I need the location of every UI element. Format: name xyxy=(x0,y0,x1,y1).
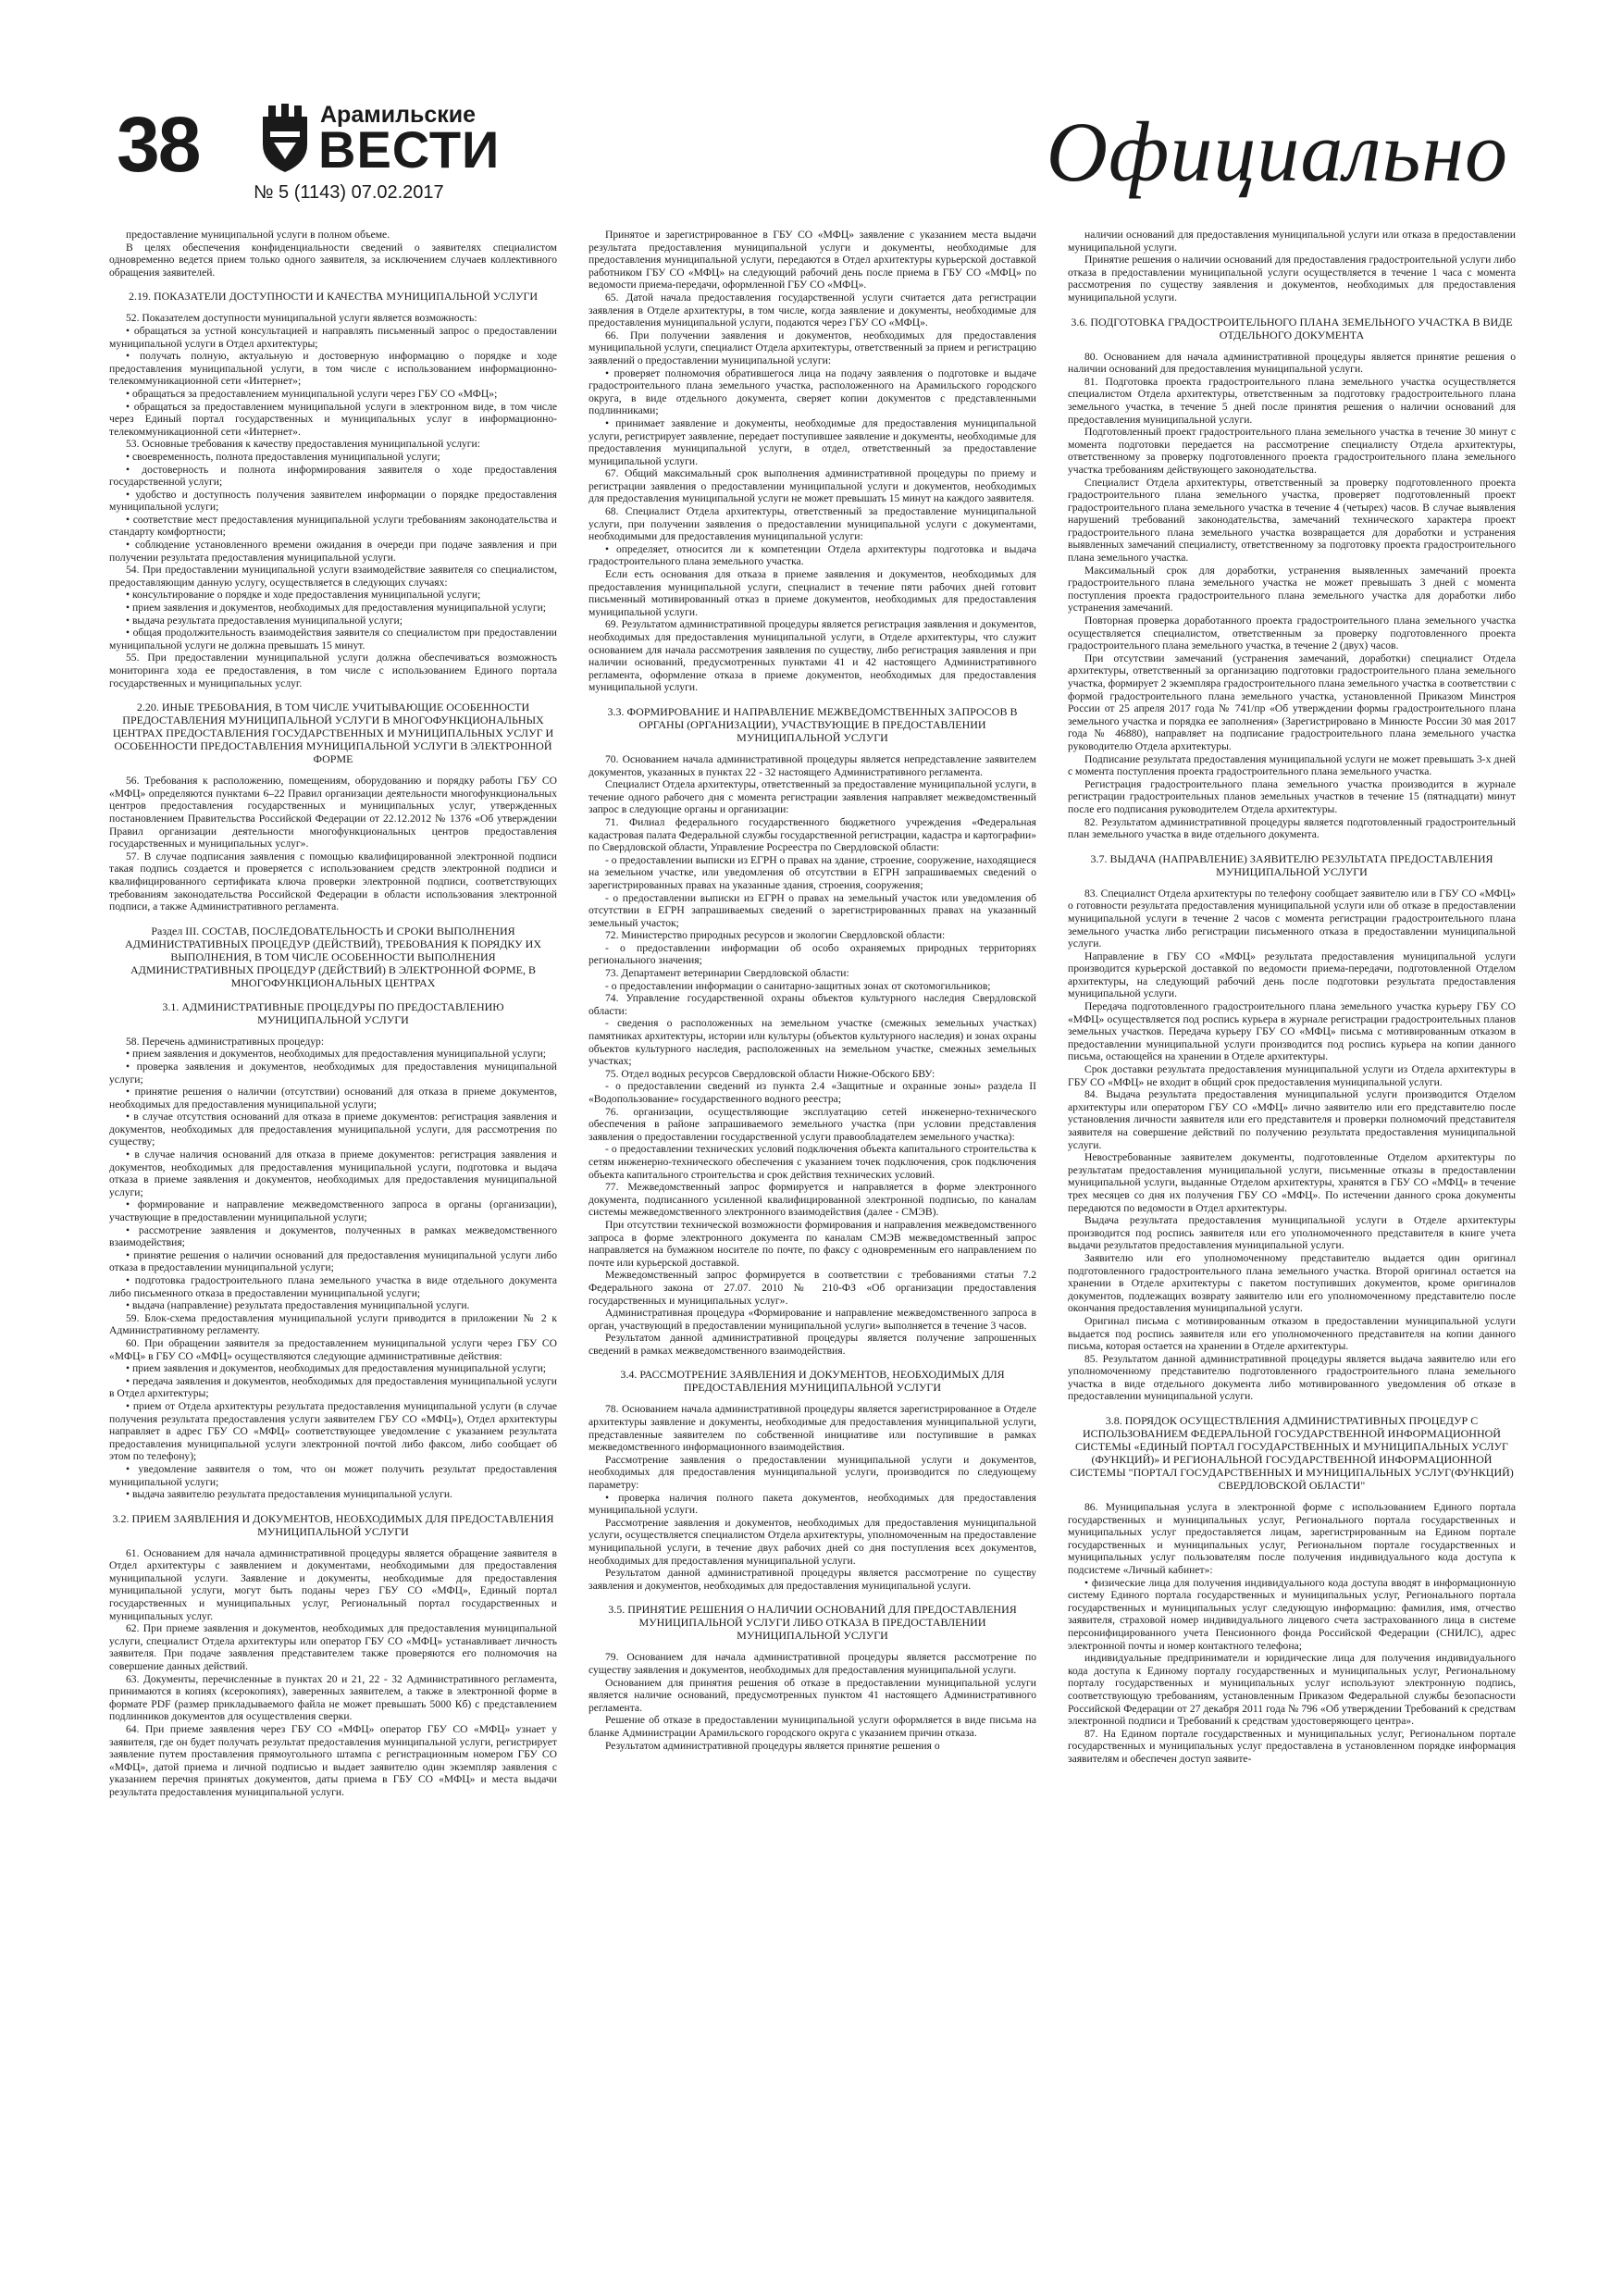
paragraph: • соответствие мест предоставления муниципальной услуги требованиям законодательства и стандарту комфортности; xyxy=(109,513,557,539)
paragraph: Срок доставки результата предоставления муниципальной услуги из Отдела архитектуры в ГБУ СО «МФЦ» не входит в общий срок предоставления муниципальной услуги. xyxy=(1068,1063,1516,1088)
paragraph: • принятие решения о наличии оснований для предоставления муниципальной услуги либо отказа в предоставлении муниципальной услуги; xyxy=(109,1248,557,1274)
paragraph: 57. В случае подписания заявления с помощью квалифицированной электронной подписи такая подпись создается и проверяется с использованием средств электронной подписи и квалифицированного сертификата ключа проверки электронной подписи, соответствующих требованиям законодательства Российской Федерации в области использования электронной подписи, а также Административного регламента. xyxy=(109,850,557,913)
paragraph: Оригинал письма с мотивированным отказом в предоставлении муниципальной услуги выдается под роспись заявителя или его уполномоченного представителя на копии данного письма, которая остается на хранении в Отделе архитектуры. xyxy=(1068,1314,1516,1353)
paragraph: - о предоставлении информации об особо охраняемых природных территориях регионального значения; xyxy=(588,941,1036,967)
paragraph: • выдача (направление) результата предоставления муниципальной услуги. xyxy=(126,1299,470,1312)
section-heading: 3.5. ПРИНЯТИЕ РЕШЕНИЯ О НАЛИЧИИ ОСНОВАНИЙ ДЛЯ ПРЕДОСТАВЛЕНИЯ МУНИЦИПАЛЬНОЙ УСЛУГИ ЛИБО ОТКАЗА В ПРЕДОСТАВЛЕНИИ МУНИЦИПАЛЬНОЙ УСЛУГИ xyxy=(608,1603,1017,1643)
paragraph: Направление в ГБУ СО «МФЦ» результата предоставления муниципальной услуги производится курьерской доставкой по ведомости приема-передачи, подготовленной Отделом архитектуры, на следующий рабочий день после подготовки результата предоставления муниципальной услуги. xyxy=(1068,949,1516,1000)
page-number: 38 xyxy=(117,101,200,188)
paragraph: Специалист Отдела архитектуры, ответственный за проверку подготовленного проекта градостроительного плана земельного участка, проверяет подготовленный проект градостроительного плана земельного участка в течение 4 (четырех) часов. В случае выявления нарушений требований законодательства, замечаний технического характера проект градостроительного плана земельного участка возвращается для доработки и устранения выявленных замечаний специалисту, ответственному за подготовку проекта градостроительного плана земельного участка. xyxy=(1068,476,1516,565)
paragraph: Принятие решения о наличии оснований для предоставления градостроительной услуги либо отказа в предоставлении муниципальной услуги осуществляется в течение 1 часа с момента рассмотрения по существу заявления и документов, необходимых для предоставления муниципальной услуги. xyxy=(1068,254,1516,304)
paragraph: 73. Департамент ветеринарии Свердловской области: xyxy=(605,967,849,980)
paragraph: - о предоставлении технических условий подключения объекта капитального строительства к сетям инженерно-технического обеспечения с указанием точек подключения, срок подключения объекта капитального строительства и срок действия технических условий. xyxy=(588,1143,1036,1181)
paragraph: • получать полную, актуальную и достоверную информацию о порядке и ходе предоставления муниципальной услуги, в том числе с использованием информационно-телекоммуникационной сети «Интернет»; xyxy=(109,350,557,388)
paragraph: • достоверность и полнота информирования заявителя о ходе предоставления государственной услуги; xyxy=(109,463,557,489)
paragraph: • выдача результата предоставления муниципальной услуги; xyxy=(126,614,403,627)
section-heading: 2.19. ПОКАЗАТЕЛИ ДОСТУПНОСТИ И КАЧЕСТВА МУНИЦИПАЛЬНОЙ УСЛУГИ xyxy=(128,290,539,304)
paragraph: • в случае отсутствия оснований для отказа в приеме документов: регистрация заявления и документов, необходимых для предоставления муниципальной услуги, для рассмотрения по существу; xyxy=(109,1111,557,1148)
paragraph: Результатом данной административной процедуры является получение запрошенных сведений в рамках межведомственного взаимодействия. xyxy=(588,1332,1036,1357)
paragraph: Рассмотрение заявления и документов, необходимых для предоставления муниципальной услуги, осуществляется специалистом Отдела архитектуры, уполномоченным на предоставление муниципальной услуги, в течение двух рабочих дней со дня поступления всех документов, необходимых для предоставления муниципальной услуги. xyxy=(588,1516,1036,1567)
section-title: Официально xyxy=(1046,105,1508,199)
paragraph: • уведомление заявителя о том, что он может получить результат предоставления муниципальной услуги; xyxy=(109,1462,557,1488)
paragraph: В целях обеспечения конфиденциальности сведений о заявителях специалистом одновременно ведется прием только одного заявителя, за исключением случаев коллективного обращения заявителей. xyxy=(109,241,557,279)
section-heading: 3.7. ВЫДАЧА (НАПРАВЛЕНИЕ) ЗАЯВИТЕЛЮ РЕЗУЛЬТАТА ПРЕДОСТАВЛЕНИЯ МУНИЦИПАЛЬНОЙ УСЛУГИ xyxy=(1090,851,1493,878)
paragraph: Если есть основания для отказа в приеме заявления и документов, необходимых для предоставления муниципальной услуги, специалист в течение пяти рабочих дней готовит письменный мотивированный отказ в приеме документов, необходимых для предоставления муниципальной услуги. xyxy=(588,568,1036,618)
text-column-2 xyxy=(588,229,1036,2265)
paragraph: Результатом данной административной процедуры является рассмотрение по существу заявления и документов, необходимых для предоставления муниципальной услуги. xyxy=(588,1567,1036,1592)
paragraph: • обращаться за предоставлением муниципальной услуги через ГБУ СО «МФЦ»; xyxy=(126,387,498,400)
paragraph: • проверка наличия полного пакета документов, необходимых для предоставления муниципальной услуги. xyxy=(588,1491,1036,1517)
paragraph: 70. Основанием начала административной процедуры является непредставление заявителем документов, указанных в пунктах 22 - 32 настоящего Административного регламента. xyxy=(588,752,1036,778)
paragraph: - о предоставлении сведений из пункта 2.4 «Защитные и охранные зоны» раздела II «Водопользование» государственного водного реестра; xyxy=(588,1080,1036,1105)
paragraph: 86. Муниципальная услуга в электронной форме с использованием Единого портала государственных и муниципальных услуг, Регионального портала государственных и муниципальных услуг предоставляется лицам, зарегистрированным на Едином портале государственных и муниципальных услуг, Региональном портале государственных и муниципальных услуг пользователям после получения индивидуального кода доступа к подсистеме «Личный кабинет»: xyxy=(1068,1501,1516,1577)
paragraph: 74. Управление государственной охраны объектов культурного наследия Свердловской области: xyxy=(588,992,1036,1017)
paragraph: - сведения о расположенных на земельном участке (смежных земельных участках) памятниках архитектуры, истории или культуры (объектов культурного наследия) и зонах охраны объектов культурного наследия, расположенных на земельном участке, смежных земельных участках; xyxy=(588,1017,1036,1068)
paragraph: Принятое и зарегистрированное в ГБУ СО «МФЦ» заявление с указанием места выдачи результата предоставления муниципальной услуги и документы, необходимые для предоставления муниципальной услуги, передаются в Отдел архитектуры курьерской доставкой работником ГБУ СО «МФЦ» на следующий рабочий день после приема в ГБУ СО «МФЦ» по ведомости приема-передачи, оформленной ГБУ СО «МФЦ». xyxy=(588,229,1036,292)
paragraph: • прием заявления и документов, необходимых для предоставления муниципальной услуги; xyxy=(126,602,546,614)
paragraph: • своевременность, полнота предоставления муниципальной услуги; xyxy=(126,450,440,463)
paragraph: • в случае наличия оснований для отказа в приеме документов: регистрация заявления и документов, необходимых для предоставления муниципальной услуги, подготовка и выдача отказа в приеме заявления и документов, необходимых для предоставления муниципальной услуги; xyxy=(109,1148,557,1198)
paragraph: Подготовленный проект градостроительного плана земельного участка в течение 30 минут с момента подготовки передается на рассмотрение специалисту Отдела архитектуры, ответственному за проверку подготовленного проекта градостроительного плана земельного участка требованиям действующего законодательства. xyxy=(1068,426,1516,476)
paragraph: • удобство и доступность получения заявителем информации о порядке предоставления муниципальной услуги; xyxy=(109,488,557,514)
paragraph: 54. При предоставлении муниципальной услуги взаимодействие заявителя со специалистом, предоставляющим данную услугу, осуществляется в следующих случаях: xyxy=(109,564,557,589)
paragraph: Невостребованные заявителем документы, подготовленные Отделом архитектуры по результатам предоставления муниципальной услуги, письменные отказы в предоставлении муниципальной услуги, выданные Отделом архитектуры, хранятся в ГБУ СО «МФЦ» в течение трех месяцев со дня их получения ГБУ СО «МФЦ». По истечении данного срока документы передаются по ведомости в Отдел архитектуры. xyxy=(1068,1151,1516,1214)
paragraph: - о предоставлении выписки из ЕГРН о правах на земельный участок или уведомления об отсутствии в ЕГРН запрашиваемых сведений о зарегистрированных правах на указанный земельный участок; xyxy=(588,891,1036,929)
paragraph: 55. При предоставлении муниципальной услуги должна обеспечиваться возможность мониторинга хода ее предоставления, в том числе с использованием Единого портала государственных и муниципальных услуг. xyxy=(109,652,557,689)
section-heading: 3.4. РАССМОТРЕНИЕ ЗАЯВЛЕНИЯ И ДОКУМЕНТОВ, НЕОБХОДИМЫХ ДЛЯ ПРЕДОСТАВЛЕНИЯ МУНИЦИПАЛЬНОЙ УСЛУГИ xyxy=(620,1368,1005,1395)
masthead-subtitle: Арамильские xyxy=(320,102,477,128)
paragraph: • обращаться за предоставлением муниципальной услуги в электронном виде, в том числе через Единый портал государственных и муниципальных услуг в информационно-телекоммуникационной сети «Интернет». xyxy=(109,400,557,438)
paragraph: • проверяет полномочия обратившегося лица на подачу заявления о подготовке и выдаче градостроительного плана земельного участка, расположенного на Арамильского городского округа, в виде отдельного документа, сверяет копии документов с представленными подлинниками; xyxy=(588,366,1036,417)
paragraph: • консультирование о порядке и ходе предоставления муниципальной услуги; xyxy=(126,589,481,602)
paragraph: Передача подготовленного градостроительного плана земельного участка курьеру ГБУ СО «МФЦ» осуществляется под роспись курьера в журнале регистрации градостроительных планов земельных участков. Передача курьеру ГБУ СО «МФЦ» письма с мотивированным отказом в предоставлении муниципальной услуги производится под роспись курьера на копии данного письма, остающейся на хранении в Отделе архитектуры. xyxy=(1068,1000,1516,1063)
paragraph: 66. При получении заявления и документов, необходимых для предоставления муниципальной услуги, специалист Отдела архитектуры, ответственный за прием и регистрацию заявлений о предоставлении муниципальной услуги: xyxy=(588,329,1036,366)
paragraph: Межведомственный запрос формируется в соответствии с требованиями статьи 7.2 Федерального закона от 27.07. 2010 № 210-ФЗ «Об организации предоставления государственных и муниципальных услуг». xyxy=(588,1269,1036,1307)
paragraph: 77. Межведомственный запрос формируется и направляется в форме электронного документа, подписанного усиленной квалифицированной электронной подписью, по каналам системы межведомственного электронного взаимодействия (далее - СМЭВ). xyxy=(588,1181,1036,1219)
paragraph: индивидуальные предприниматели и юридические лица для получения индивидуального кода доступа к Единому порталу государственных и муниципальных услуг, Региональному порталу государственных и муниципальных услуг используют электронную подпись, соответствующую требованиям, установленным Приказом Федеральной службы безопасности Российской Федерации от 27 декабря 2011 года № 796 «Об утверждении Требований к средствам электронной подписи и Требований к средствам удостоверяющего центра». xyxy=(1068,1652,1516,1728)
paragraph: • формирование и направление межведомственного запроса в органы (организации), участвующие в предоставлении муниципальной услуги; xyxy=(109,1198,557,1224)
paragraph: Повторная проверка доработанного проекта градостроительного плана земельного участка осуществляется специалистом, ответственным за проверку подготовленного проекта градостроительного плана земельного участка, в течение 2 (двух) часов. xyxy=(1068,614,1516,652)
article-body xyxy=(109,229,1516,2265)
paragraph: Специалист Отдела архитектуры, ответственный за предоставление муниципальной услуги, в течение одного рабочего дня с момента регистрации заявления направляет межведомственный запрос в следующие органы и организации: xyxy=(588,778,1036,816)
paragraph: Заявителю или его уполномоченному представителю выдается один оригинал подготовленного градостроительного плана земельного участка. Второй оригинал остается на хранении в Отделе архитектуры с пакетом поступивших документов, кроме оригиналов документов, подлежащих возврату заявителю или его уполномоченному представителю после окончания предоставления муниципальной услуги. xyxy=(1068,1251,1516,1315)
paragraph: 61. Основанием для начала административной процедуры является обращение заявителя в Отдел архитектуры с заявлением и документами, необходимыми для предоставления муниципальной услуги. Заявление и документы, необходимые для предоставления муниципальной услуги, могут быть поданы через ГБУ СО «МФЦ», Единый портал государственных и муниципальных услуг, Региональный портал государственных и муниципальных услуг. xyxy=(109,1546,557,1622)
section-heading: 3.3. ФОРМИРОВАНИЕ И НАПРАВЛЕНИЕ МЕЖВЕДОМСТВЕННЫХ ЗАПРОСОВ В ОРГАНЫ (ОРГАНИЗАЦИИ), УЧАСТВУЮЩИЕ В ПРЕДОСТАВЛЕНИИ МУНИЦИПАЛЬНОЙ УСЛУГИ xyxy=(607,704,1018,744)
paragraph: 63. Документы, перечисленные в пунктах 20 и 21, 22 - 32 Административного регламента, принимаются в копиях (ксерокопиях), заверенных заявителем, а также в электронной форме в формате PDF (размер прикладываемого файла не может превышать 5000 Кб) с представлением подлинников документов для осуществления сверки. xyxy=(109,1672,557,1723)
paragraph: При отсутствии технической возможности формирования и направления межведомственного запроса в форме электронного документа по каналам СМЭВ межведомственный запрос направляется на бумажном носителе по почте, по факсу с одновременным его направлением по почте или курьерской доставкой. xyxy=(588,1218,1036,1269)
paragraph: 76. организации, осуществляющие эксплуатацию сетей инженерно-технического обеспечения в районе запрашиваемого земельного участка (при условии представления заявления о предоставлении государственной услуги правообладателем земельного участка): xyxy=(588,1105,1036,1143)
paragraph: 62. При приеме заявления и документов, необходимых для предоставления муниципальной услуги, специалист Отдела архитектуры или оператор ГБУ СО «МФЦ» устанавливает личность заявителя. При подаче заявления представителем также проверяются его полномочия на совершение данных действий. xyxy=(109,1622,557,1673)
paragraph: Решение об отказе в предоставлении муниципальной услуги оформляется в виде письма на бланке Администрации Арамильского городского округа с указанием причин отказа. xyxy=(588,1714,1036,1739)
paragraph: - о предоставлении информации о санитарно-защитных зонах от скотомогильников; xyxy=(605,979,991,992)
paragraph: 79. Основанием для начала административной процедуры является рассмотрение по существу заявления и документов, необходимых для предоставления муниципальной услуги. xyxy=(588,1651,1036,1676)
paragraph: • физические лица для получения индивидуального кода доступа вводят в информационную систему Единого портала государственных и муниципальных услуг, Регионального портала государственных и муниципальных услуг следующую информацию: фамилия, имя, отчество заявителя, страховой номер индивидуального лицевого счета застрахованного лица в системе персонифицированного учета Пенсионного фонда Российской Федерации (СНИЛС), адрес электронной почты и номер контактного телефона; xyxy=(1068,1576,1516,1652)
paragraph: предоставление муниципальной услуги в полном объеме. xyxy=(126,229,390,241)
paragraph: • принимает заявление и документы, необходимые для предоставления муниципальной услуги, регистрирует заявление, передает поступившее заявление и документы, необходимые для предоставления муниципальной услуги, в отдел, ответственный за предоставление муниципальной услуги. xyxy=(588,416,1036,467)
paragraph: Основанием для принятия решения об отказе в предоставлении муниципальной услуги является наличие оснований, предусмотренных пунктом 41 настоящего Административного регламента. xyxy=(588,1676,1036,1714)
text-column-3 xyxy=(1068,229,1516,2265)
paragraph: - о предоставлении выписки из ЕГРН о правах на здание, строение, сооружение, находящиеся на земельном участке, или уведомления об отсутствии в ЕГРН запрашиваемых сведений о зарегистрированных правах на указанные здания, строения, сооружения; xyxy=(588,853,1036,891)
paragraph: 83. Специалист Отдела архитектуры по телефону сообщает заявителю или в ГБУ СО «МФЦ» о готовности результата предоставления муниципальной услуги или об отказе в предоставлении муниципальной услуги в течение 2 часов с момента регистрации градостроительного плана земельного участка либо регистрации письменного отказа в предоставлении муниципальной услуги. xyxy=(1068,887,1516,950)
paragraph: 72. Министерство природных ресурсов и экологии Свердловской области: xyxy=(605,929,946,942)
paragraph: 85. Результатом данной административной процедуры является выдача заявителю или его уполномоченному представителю подготовленного градостроительного плана земельного участка в виде отдельного документа либо мотивированного уведомления об отказе в предоставлении муниципальной услуги. xyxy=(1068,1352,1516,1403)
paragraph: 84. Выдача результата предоставления муниципальной услуги производится Отделом архитектуры или оператором ГБУ СО «МФЦ» лично заявителю или его представителю после установления личности заявителя или его представителя и проверки полномочий представителя заявителя на совершение действий по получению результата предоставления муниципальной услуги. xyxy=(1068,1088,1516,1151)
paragraph: • выдача заявителю результата предоставления муниципальной услуги. xyxy=(126,1488,452,1501)
paragraph: • передача заявления и документов, необходимых для предоставления муниципальной услуги в Отдел архитектуры; xyxy=(109,1374,557,1400)
page-header xyxy=(109,100,1516,220)
paragraph: 53. Основные требования к качеству предоставления муниципальной услуги: xyxy=(126,438,480,451)
section-heading: Раздел III. СОСТАВ, ПОСЛЕДОВАТЕЛЬНОСТЬ И СРОКИ ВЫПОЛНЕНИЯ АДМИНИСТРАТИВНЫХ ПРОЦЕДУР (ДЕЙСТВИЙ), ТРЕБОВАНИЯ К ПОРЯДКУ ИХ ВЫПОЛНЕНИЯ, В ТОМ ЧИСЛЕ ОСОБЕННОСТИ ВЫПОЛНЕНИЯ АДМИНИСТРАТИВНЫХ ПРОЦЕДУР (ДЕЙСТВИЙ) В ЭЛЕКТРОННОЙ ФОРМЕ, В МНОГОФУНКЦИОНАЛЬНЫХ ЦЕНТРАХ xyxy=(125,924,541,989)
paragraph: 87. На Едином портале государственных и муниципальных услуг, Региональном портале государственных и муниципальных услуг предоставлена в установленном порядке информация заявителям и обеспечен доступ заявите- xyxy=(1068,1727,1516,1765)
paragraph: • прием заявления и документов, необходимых для предоставления муниципальной услуги; xyxy=(126,1048,546,1061)
paragraph: 68. Специалист Отдела архитектуры, ответственный за предоставление муниципальной услуги, при получении заявления о предоставлении муниципальной услуги с документами, необходимыми для предоставления муниципальной услуги: xyxy=(588,505,1036,543)
paragraph: 67. Общий максимальный срок выполнения административной процедуры по приему и регистрации заявления о предоставлении муниципальной услуги и документов, необходимых для предоставления муниципальной услуги не может превышать 15 минут на каждого заявителя. xyxy=(588,467,1036,505)
paragraph: 52. Показателем доступности муниципальной услуги является возможность: xyxy=(126,312,477,325)
paragraph: наличии оснований для предоставления муниципальной услуги или отказа в предоставлении муниципальной услуги. xyxy=(1068,229,1516,254)
paragraph: • прием от Отдела архитектуры результата предоставления муниципальной услуги (в случае получения результата предоставления услуги заявителем ГБУ СО «МФЦ»), Отдел архитектуры направляет в адрес ГБУ СО «МФЦ» соответствующее уведомление с указанием результата предоставления муниципальной услуги электронной почтой либо факсом, либо сообщает об этом по телефону); xyxy=(109,1399,557,1463)
paragraph: При отсутствии замечаний (устранения замечаний, доработки) специалист Отдела архитектуры, ответственный за организацию подготовки градостроительного плана земельного участка, формирует 2 экземпляра градостроительного плана земельного участка в соответствии с формой градостроительного плана земельного участка, установленной Приказом Минстроя России от 25 апреля 2017 года № 741/пр «Об утверждении формы градостроительного плана земельного участка и порядка ее заполнения» (Зарегистрировано в Минюсте России 30 мая 2017 года № 46880), направляет на подписание градостроительного плана земельного участка руководителю Отдела архитектуры. xyxy=(1068,652,1516,752)
paragraph: Административная процедура «Формирование и направление межведомственного запроса в орган, участвующий в предоставлении муниципальной услуги» выполняется в течение 3 часов. xyxy=(588,1307,1036,1332)
paragraph: • определяет, относится ли к компетенции Отдела архитектуры подготовка и выдача градостроительного плана земельного участка. xyxy=(588,542,1036,568)
section-heading: 3.6. ПОДГОТОВКА ГРАДОСТРОИТЕЛЬНОГО ПЛАНА ЗЕМЕЛЬНОГО УЧАСТКА В ВИДЕ ОТДЕЛЬНОГО ДОКУМЕНТА xyxy=(1071,315,1513,341)
section-heading: 3.8. ПОРЯДОК ОСУЩЕСТВЛЕНИЯ АДМИНИСТРАТИВНЫХ ПРОЦЕДУР С ИСПОЛЬЗОВАНИЕМ ФЕДЕРАЛЬНОЙ ГОСУДАРСТВЕННОЙ ИНФОРМАЦИОННОЙ СИСТЕМЫ «ЕДИНЫЙ ПОРТАЛ ГОСУДАРСТВЕННЫХ И МУНИЦИПАЛЬНЫХ УСЛУГ (ФУНКЦИЙ)» И РЕГИОНАЛЬНОЙ ГОСУДАРСТВЕННОЙ ИНФОРМАЦИОННОЙ СИСТЕМЫ "ПОРТАЛ ГОСУДАРСТВЕННЫХ И МУНИЦИПАЛЬНЫХ УСЛУГ(ФУНКЦИЙ) СВЕРДЛОВСКОЙ ОБЛАСТИ" xyxy=(1070,1414,1514,1493)
text-column-1 xyxy=(109,229,557,2265)
paragraph: Рассмотрение заявления о предоставлении муниципальной услуги и документов, необходимых для предоставления муниципальной услуги, производится по следующему параметру: xyxy=(588,1453,1036,1492)
paragraph: • соблюдение установленного времени ожидания в очереди при подаче заявления и при получении результата предоставления муниципальной услуги. xyxy=(109,539,557,564)
paragraph: • подготовка градостроительного плана земельного участка в виде отдельного документа либо письменного отказа в предоставлении муниципальной услуги; xyxy=(109,1274,557,1299)
paragraph: Максимальный срок для доработки, устранения выявленных замечаний проекта градостроительного плана земельного участка не может превышать 3 дней с момента поступления проекта градостроительного плана земельного участка для доработки либо устранения замечаний. xyxy=(1068,564,1516,614)
paragraph: Результатом административной процедуры является принятие решения о xyxy=(605,1739,940,1752)
paragraph: • проверка заявления и документов, необходимых для предоставления муниципальной услуги; xyxy=(109,1060,557,1086)
section-heading: 2.20. ИНЫЕ ТРЕБОВАНИЯ, В ТОМ ЧИСЛЕ УЧИТЫВАЮЩИЕ ОСОБЕННОСТИ ПРЕДОСТАВЛЕНИЯ МУНИЦИПАЛЬНОЙ УСЛУГИ В МНОГОФУНКЦИОНАЛЬНЫХ ЦЕНТРАХ ПРЕДОСТАВЛЕНИЯ ГОСУДАРСТВЕННЫХ И МУНИЦИПАЛЬНЫХ УСЛУГ И ОСОБЕННОСТИ ПРЕДОСТАВЛЕНИЯ МУНИЦИПАЛЬНОЙ УСЛУГИ В ЭЛЕКТРОННОЙ ФОРМЕ xyxy=(112,701,554,766)
paragraph: Подписание результата предоставления муниципальной услуги не может превышать 3-х дней с момента поступления проекта градостроительного плана земельного участка. xyxy=(1068,752,1516,778)
paragraph: 59. Блок-схема предоставления муниципальной услуги приводится в приложении № 2 к Административному регламенту. xyxy=(109,1311,557,1337)
paragraph: • рассмотрение заявления и документов, полученных в рамках межведомственного взаимодействия; xyxy=(109,1223,557,1249)
section-heading: 3.2. ПРИЕМ ЗАЯВЛЕНИЯ И ДОКУМЕНТОВ, НЕОБХОДИМЫХ ДЛЯ ПРЕДОСТАВЛЕНИЯ МУНИЦИПАЛЬНОЙ УСЛУГИ xyxy=(112,1511,554,1538)
paragraph: 71. Филиал федерального государственного бюджетного учреждения «Федеральная кадастровая палата Федеральной службы государственной регистрации, кадастра и картографии» по Свердловской области, Управление Росреестра по Свердловской области: xyxy=(588,815,1036,854)
paragraph: 82. Результатом административной процедуры является подготовленный градостроительный план земельного участка в виде отдельного документа. xyxy=(1068,815,1516,841)
paragraph: 65. Датой начала предоставления государственной услуги считается дата регистрации заявления в Отделе архитектуры, в том числе, когда заявление и документы, необходимые для предоставления муниципальной услуги, подаются через ГБУ СО «МФЦ». xyxy=(588,291,1036,329)
paragraph: 80. Основанием для начала административной процедуры является принятие решения о наличии оснований для предоставления муниципальной услуги. xyxy=(1068,350,1516,376)
paragraph: • прием заявления и документов, необходимых для предоставления муниципальной услуги; xyxy=(126,1362,546,1375)
paragraph: 78. Основанием начала административной процедуры является зарегистрированное в Отделе архитектуры заявление и документы, необходимые для предоставления муниципальной услуги, представленные заявителем по собственной инициативе или поступившие в рамках межведомственного информационного взаимодействия. xyxy=(588,1403,1036,1454)
paragraph: • общая продолжительность взаимодействия заявителя со специалистом при предоставлении муниципальной услуги не должна превышать 15 минут. xyxy=(109,627,557,652)
issue-number: № 5 (1143) 07.02.2017 xyxy=(254,182,444,203)
section-heading: 3.1. АДМИНИСТРАТИВНЫЕ ПРОЦЕДУРЫ ПО ПРЕДОСТАВЛЕНИЮ МУНИЦИПАЛЬНОЙ УСЛУГИ xyxy=(162,999,504,1026)
paragraph: 56. Требования к расположению, помещениям, оборудованию и порядку работы ГБУ СО «МФЦ» определяются пунктами 6–22 Правил организации деятельности многофункциональных центров предоставления государственных и муниципальных услуг, утвержденных постановлением Правительства Российской Федерации от 22.12.2012 № 1376 «Об утверждении Правил организации деятельности многофункциональных центров предоставления государственных и муниципальных услуг». xyxy=(109,775,557,850)
masthead-title: ВЕСТИ xyxy=(318,120,501,179)
coat-of-arms-icon xyxy=(257,104,313,174)
paragraph: 81. Подготовка проекта градостроительного плана земельного участка осуществляется специалистом Отдела архитектуры, ответственным за подготовку градостроительного плана земельного участка, в течение 5 дней после принятия решения о наличии оснований для предоставления муниципальной услуги. xyxy=(1068,375,1516,426)
paragraph: 60. При обращении заявителя за предоставлением муниципальной услуги через ГБУ СО «МФЦ» в ГБУ СО «МФЦ» осуществляются следующие административные действия: xyxy=(109,1336,557,1362)
paragraph: • принятие решения о наличии (отсутствии) оснований для отказа в приеме документов, необходимых для предоставления муниципальной услуги; xyxy=(109,1086,557,1111)
paragraph: 75. Отдел водных ресурсов Свердловской области Нижне-Обского БВУ: xyxy=(605,1067,935,1080)
paragraph: 58. Перечень административных процедур: xyxy=(126,1035,325,1048)
paragraph: 64. При приеме заявления через ГБУ СО «МФЦ» оператор ГБУ СО «МФЦ» узнает у заявителя, где он будет получать результат предоставления муниципальной услуги, регистрирует заявление путем проставления прямоугольного штампа с регистрационным номером ГБУ СО «МФЦ», датой приема и личной подписью и выдает заявителю один экземпляр заявления с указанием перечня принятых документов, даты приема в ГБУ СО «МФЦ» и места выдачи результата предоставления муниципальной услуги. xyxy=(109,1723,557,1798)
paragraph: 69. Результатом административной процедуры является регистрация заявления и документов, необходимых для предоставления муниципальной услуги, в Отделе архитектуры, что служит основанием для начала рассмотрения заявления по существу, либо регистрация заявления и при наличии оснований, предусмотренных пунктами 41 и 42 настоящего Административного регламента, оформление отказа в приеме документов, необходимых для предоставления муниципальной услуги. xyxy=(588,618,1036,694)
paragraph: • обращаться за устной консультацией и направлять письменный запрос о предоставлении муниципальной услуги в Отдел архитектуры; xyxy=(109,324,557,350)
paragraph: Выдача результата предоставления муниципальной услуги в Отделе архитектуры производится под роспись заявителя или его уполномоченного представителя в книге учета выдачи результатов предоставления муниципальной услуги. xyxy=(1068,1214,1516,1252)
paragraph: Регистрация градостроительного плана земельного участка производится в журнале регистрации градостроительных планов земельных участков в течение 15 (пятнадцати) минут после его подписания руководителем Отдела архитектуры. xyxy=(1068,777,1516,815)
